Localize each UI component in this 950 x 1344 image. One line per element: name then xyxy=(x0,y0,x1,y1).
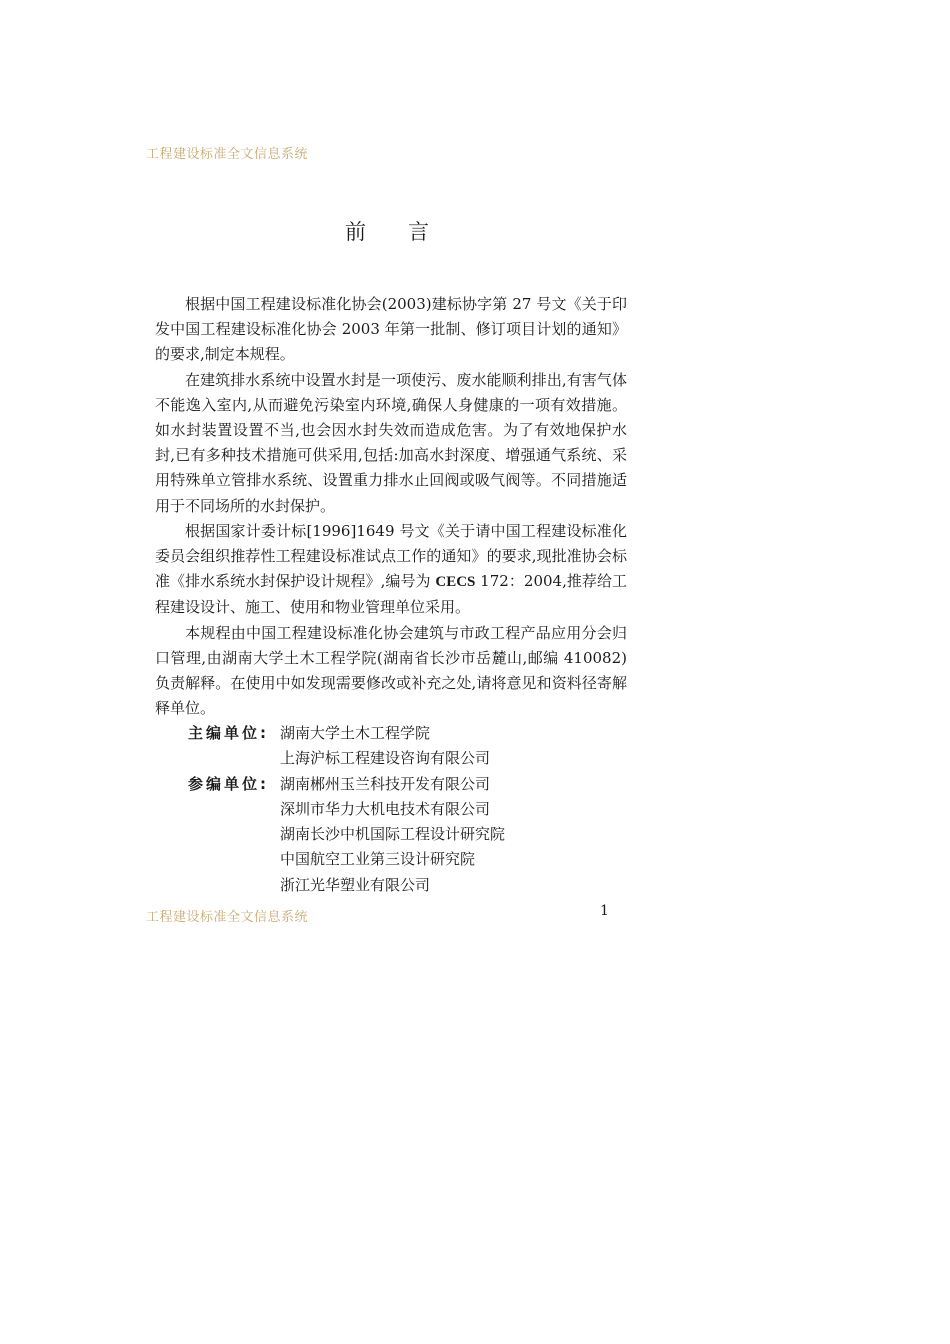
header-watermark: 工程建设标准全文信息系统 xyxy=(146,147,309,162)
participating-units-label: 参编单位: xyxy=(188,774,269,793)
unit-item: 浙江光华塑业有限公司 xyxy=(280,875,431,894)
page-title: 前言 xyxy=(345,220,471,244)
unit-item: 湖南郴州玉兰科技开发有限公司 xyxy=(280,774,491,793)
participating-units xyxy=(188,772,505,898)
unit-item: 湖南大学土木工程学院 xyxy=(280,724,431,742)
footer-watermark: 工程建设标准全文信息系统 xyxy=(146,910,309,925)
unit-item: 深圳市华力大机电技术有限公司 xyxy=(280,799,491,818)
unit-item: 湖南长沙中机国际工程设计研究院 xyxy=(280,825,506,844)
paragraph-3-before: 根据国家计委计标[1996]1649 号文《关于请中国工程建设标准化委员会组织推荐性工程建设标准试点工作的通知》的要求,现批准协会标准《排水系统水封保护设计规程》,编号为 xyxy=(155,521,627,591)
paragraph-1: 根据中国工程建设标准化协会(2003)建标协字第 27 号文《关于印发中国工程建设标准化协会 2003 年第一批制、修订项目计划的通知》的要求,制定本规程。 xyxy=(155,295,627,364)
participating-units-list xyxy=(280,772,505,898)
chief-units-label: 主编单位: xyxy=(188,724,269,742)
unit-item: 上海沪标工程建设咨询有限公司 xyxy=(280,749,491,768)
paragraph-3-after: 172：2004,推荐给工程建设设计、施工、使用和物业管理单位采用。 xyxy=(155,572,627,617)
unit-item: 中国航空工业第三设计研究院 xyxy=(280,850,476,869)
standard-code: CECS xyxy=(435,574,476,591)
paragraph-2: 在建筑排水系统中设置水封是一项使污、废水能顺利排出,有害气体不能逸入室内,从而避免污染室内环境,确保人身健康的一项有效措施。如水封装置设置不当,也会因水封失效而造成危害。为了有效地保护水封,已有多种技术措施可供采用,包括:加高水封深度、增强通气系统、采用特殊单立管排水系统、设置重力排水止回阀或吸气阀等。不同措施适用于不同场所的水封保护。 xyxy=(155,370,627,515)
chief-units xyxy=(188,721,505,772)
preface-body xyxy=(155,292,627,721)
paragraph-3 xyxy=(155,519,627,621)
units-section xyxy=(188,721,505,898)
paragraph-4: 本规程由中国工程建设标准化协会建筑与市政工程产品应用分会归口管理,由湖南大学土木工程学院(湖南省长沙市岳麓山,邮编 410082)负责解释。在使用中如发现需要修改或补充之处,请将意见和资料径寄解释单位。 xyxy=(155,623,627,718)
chief-units-list xyxy=(280,721,490,772)
page-number: 1 xyxy=(600,903,609,919)
